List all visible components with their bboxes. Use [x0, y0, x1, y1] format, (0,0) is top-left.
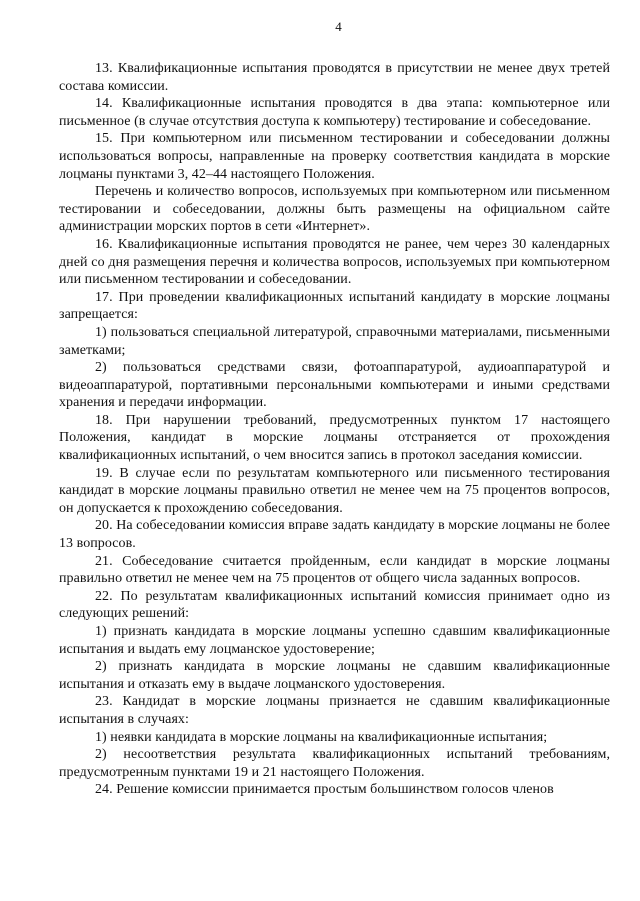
- paragraph-23: 23. Кандидат в морские лоцманы признается не сдавшим квалификационные испытания в случаях:: [59, 694, 610, 727]
- paragraph-22-item-1: 1) признать кандидата в морские лоцманы успешно сдавшим квалификационные испытания и выдать ему лоцманское удостоверение;: [59, 624, 610, 657]
- paragraph-15: 15. При компьютерном или письменном тестировании и собеседовании должны использоваться вопросы, направленные на проверку соответствия кандидата в морские лоцманы пунктами 3, 42–44 настоящего Положения.: [59, 131, 610, 182]
- paragraph-17-item-2: 2) пользоваться средствами связи, фотоаппаратурой, аудиоаппаратурой и видеоаппаратурой, портативными персональными компьютерами и иными средствами хранения и передачи информации.: [59, 360, 610, 411]
- paragraph-22-item-2: 2) признать кандидата в морские лоцманы не сдавшим квалификационные испытания и отказать ему в выдаче лоцманского удостоверения.: [59, 659, 610, 692]
- paragraph-17: 17. При проведении квалификационных испытаний кандидату в морские лоцманы запрещается:: [59, 289, 610, 323]
- paragraph-18: 18. При нарушении требований, предусмотренных пунктом 17 настоящего Положения, кандидат в морские лоцманы отстраняется от прохождения квалификационных испытаний, о чем вносится запись в протокол заседания комиссии.: [59, 412, 610, 464]
- paragraph-20: 20. На собеседовании комиссия вправе задать кандидату в морские лоцманы не более 13 вопросов.: [59, 518, 610, 552]
- page-number: 4: [335, 19, 342, 34]
- paragraph-23-item-2: 2) несоответствия результата квалификационных испытаний требованиям, предусмотренным пунктами 19 и 21 настоящего Положения.: [59, 747, 610, 780]
- paragraph-14: 14. Квалификационные испытания проводятся в два этапа: компьютерное или письменное (в случае отсутствия доступа к компьютеру) тестирование и собеседование.: [59, 96, 610, 129]
- paragraph-23-item-1: 1) неявки кандидата в морские лоцманы на квалификационные испытания;: [95, 729, 548, 745]
- paragraph-13: 13. Квалификационные испытания проводятся в присутствии не менее двух третей состава комиссии.: [59, 61, 610, 94]
- paragraph-21: 21. Собеседование считается пройденным, если кандидат в морские лоцманы правильно ответил не менее чем на 75 процентов от общего числа заданных вопросов.: [59, 553, 610, 587]
- paragraph-22: 22. По результатам квалификационных испытаний комиссия принимает одно из следующих решений:: [59, 588, 610, 622]
- paragraph-19: 19. В случае если по результатам компьютерного или письменного тестирования кандидат в морские лоцманы правильно ответил не менее чем на 75 процентов вопросов, он допускается к прохождению собеседования.: [59, 465, 610, 516]
- paragraph-17-item-1: 1) пользоваться специальной литературой, справочными материалами, письменными заметками;: [59, 324, 610, 358]
- paragraph-16: 16. Квалификационные испытания проводятся не ранее, чем через 30 календарных дней со дня размещения перечня и количества вопросов, используемых при компьютерном или письменном тестировании и собеседовании.: [59, 236, 610, 288]
- paragraph-15-questions-list: Перечень и количество вопросов, используемых при компьютерном или письменном тестировании и собеседовании, должны быть размещены на официальном сайте администрации морских портов в сети «Интернет».: [59, 184, 610, 235]
- paragraph-24: 24. Решение комиссии принимается простым большинством голосов членов: [95, 782, 554, 798]
